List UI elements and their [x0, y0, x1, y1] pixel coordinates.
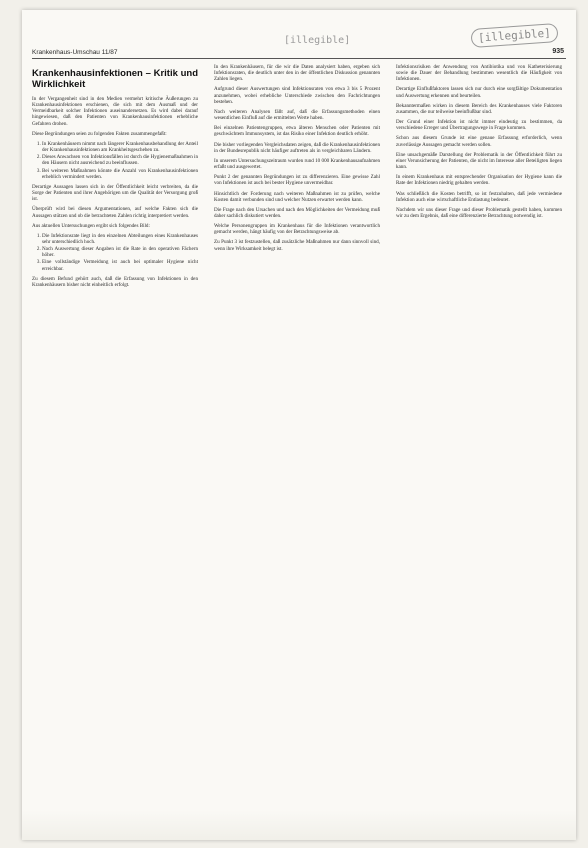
paragraph: Überprüft wird bei diesen Argumentationen, auf welche Fakten sich die Aussagen stützen und ob die betrachteten Zahlen richtig interpretiert werden. [32, 206, 198, 219]
paragraph: Die bisher vorliegenden Vergleichsdaten zeigen, daß die Krankenhausinfektionen in der Bundesrepublik nicht häufiger auftreten als in vergleichbaren Ländern. [214, 141, 380, 154]
paragraph: Derartige Aussagen lassen sich in der Öffentlichkeit leicht verbreiten, da die Sorge der Patienten und ihrer Angehörigen um die Qualität der Versorgung groß ist. [32, 183, 198, 203]
list-item: 1. In Krankenhäusern nimmt nach längerer Krankenhausbehandlung der Anteil der Krankenhausinfektionen am Krankheitsgeschehen zu. [42, 141, 198, 153]
paragraph: Welche Personengruppen im Krankenhaus für die Infektionen verantwortlich gemacht werden, hängt häufig von der Betrachtungsweise ab. [214, 223, 380, 236]
paragraph: In der Vergangenheit sind in den Medien vermehrt kritische Äußerungen zu Krankenhausinfektionen erschienen, die sich mit dem Ausmaß und der Vermeidbarkeit solcher Infektionen auseinandersetzen. Es wird dabei darauf hingewiesen, daß den Patienten von Krankenhausinfektionen erhebliche Gefahren drohen. [32, 96, 198, 127]
paragraph: Bei einzelnen Patientengruppen, etwa älteren Menschen oder Patienten mit geschwächtem Immunsystem, ist das Risiko einer Infektion deutlich erhöht. [214, 125, 380, 138]
paragraph: Nach weiteren Analysen fällt auf, daß die Erfassungsmethoden einen wesentlichen Einfluß auf die ermittelten Werte haben. [214, 108, 380, 122]
numbered-list [32, 233, 198, 272]
paragraph: Schon aus diesem Grunde ist eine genaue Erfassung erforderlich, wenn zuverlässige Aussagen gemacht werden sollen. [396, 135, 562, 148]
paragraph: Infektionsrisiken der Anwendung von Antibiotika und von Katheterisierung sowie die Dauer der Behandlung bestimmen wesentlich die Häufigkeit von Infektionen. [396, 64, 562, 83]
column-3 [396, 64, 562, 223]
column-2 [214, 64, 380, 256]
numbered-list [32, 141, 198, 180]
header-rule [32, 58, 566, 59]
paragraph: Hinsichtlich der Forderung nach weiteren Maßnahmen ist zu prüfen, welche Kosten damit verbunden sind und welcher Nutzen erwartet werden kann. [214, 190, 380, 203]
paragraph: Die Frage nach den Ursachen und nach den Möglichkeiten der Vermeidung muß daher sachlich diskutiert werden. [214, 206, 380, 219]
column-1 [32, 64, 198, 292]
paragraph: In einem Krankenhaus mit entsprechender Organisation der Hygiene kann die Rate der Infektionen niedrig gehalten werden. [396, 174, 562, 187]
document-page [22, 10, 576, 840]
list-item: 3. Bei weiteren Maßnahmen könnte die Anzahl von Krankenhausinfektionen erheblich vermindert werden. [42, 168, 198, 180]
paragraph: Zu diesem Befund gehört auch, daß die Erfassung von Infektionen in den Krankenhäusern bisher nicht einheitlich erfolgt. [32, 275, 198, 288]
article-title: Krankenhausinfektionen – Kritik und Wirklichkeit [32, 68, 198, 90]
paragraph: Aufgrund dieser Auswertungen sind Infektionsraten von etwa 3 bis 5 Prozent anzunehmen, wobei erhebliche Unterschiede zwischen den Fachrichtungen bestehen. [214, 86, 380, 105]
list-item: 2. Nach Auswertung dieser Angaben ist die Rate in den operativen Fächern höher. [42, 246, 198, 258]
paragraph: Was schließlich die Kosten betrifft, so ist festzuhalten, daß jede vermiedene Infektion auch eine wirtschaftliche Entlastung bedeutet. [396, 190, 562, 203]
list-item: 2. Dieses Anwachsen von Infektionsfällen ist durch die Hygienemaßnahmen in den Häusern nicht ausreichend zu beeinflussen. [42, 154, 198, 166]
paragraph: Bekanntermaßen wirken in diesem Bereich des Krankenhauses viele Faktoren zusammen, die nur teilweise beeinflußbar sind. [396, 102, 562, 115]
list-item: 1. Die Infektionsrate liegt in den einzelnen Abteilungen eines Krankenhauses sehr unterschiedlich hoch. [42, 233, 198, 245]
handwritten-stamp: [illegible] [471, 23, 559, 48]
journal-name: Krankenhaus-Umschau 11/87 [32, 49, 118, 56]
paragraph: Nachdem wir uns dieser Frage und dieser Problematik gestellt haben, kommen wir zu dem Ergebnis, daß eine differenzierte Betrachtung notwendig ist. [396, 206, 562, 219]
paragraph: Aus aktuellen Untersuchungen ergibt sich folgendes Bild: [32, 222, 150, 229]
paragraph: Eine unsachgemäße Darstellung der Problematik in der Öffentlichkeit führt zu einer Verunsicherung der Patienten, die nicht im Interesse aller Beteiligten liegen kann. [396, 151, 562, 171]
paragraph: Der Grund einer Infektion ist nicht immer eindeutig zu bestimmen, da verschiedene Erreger und Übertragungswege in Frage kommen. [396, 119, 562, 132]
paragraph: Punkt 2 der genannten Begründungen ist zu differenzieren. Eine gewisse Zahl von Infektionen ist auch bei bester Hygiene unvermeidbar. [214, 174, 380, 187]
paragraph: In unserem Untersuchungszeitraum wurden rund 10 000 Krankenhausaufnahmen erfaßt und ausgewertet. [214, 157, 380, 171]
page-shadow [22, 810, 576, 840]
paragraph: Zu Punkt 3 ist festzustellen, daß zusätzliche Maßnahmen nur dann sinnvoll sind, wenn ihre Wirksamkeit belegt ist. [214, 239, 380, 252]
handwritten-note: [illegible] [284, 35, 351, 46]
list-item: 3. Eine vollständige Vermeidung ist auch bei optimaler Hygiene nicht erreichbar. [42, 259, 198, 271]
paragraph: Diese Begründungen seien zu folgenden Fakten zusammengefaßt: [32, 130, 167, 137]
page-number: 935 [552, 48, 564, 55]
paragraph: Derartige Einflußfaktoren lassen sich nur durch eine sorgfältige Dokumentation und Auswertung erkennen und beurteilen. [396, 86, 562, 99]
paragraph: In den Krankenhäusern, für die wir die Daten analysiert haben, ergeben sich Infektionsraten, die deutlich unter den in der öffentlichen Diskussion genannten Zahlen liegen. [214, 64, 380, 83]
